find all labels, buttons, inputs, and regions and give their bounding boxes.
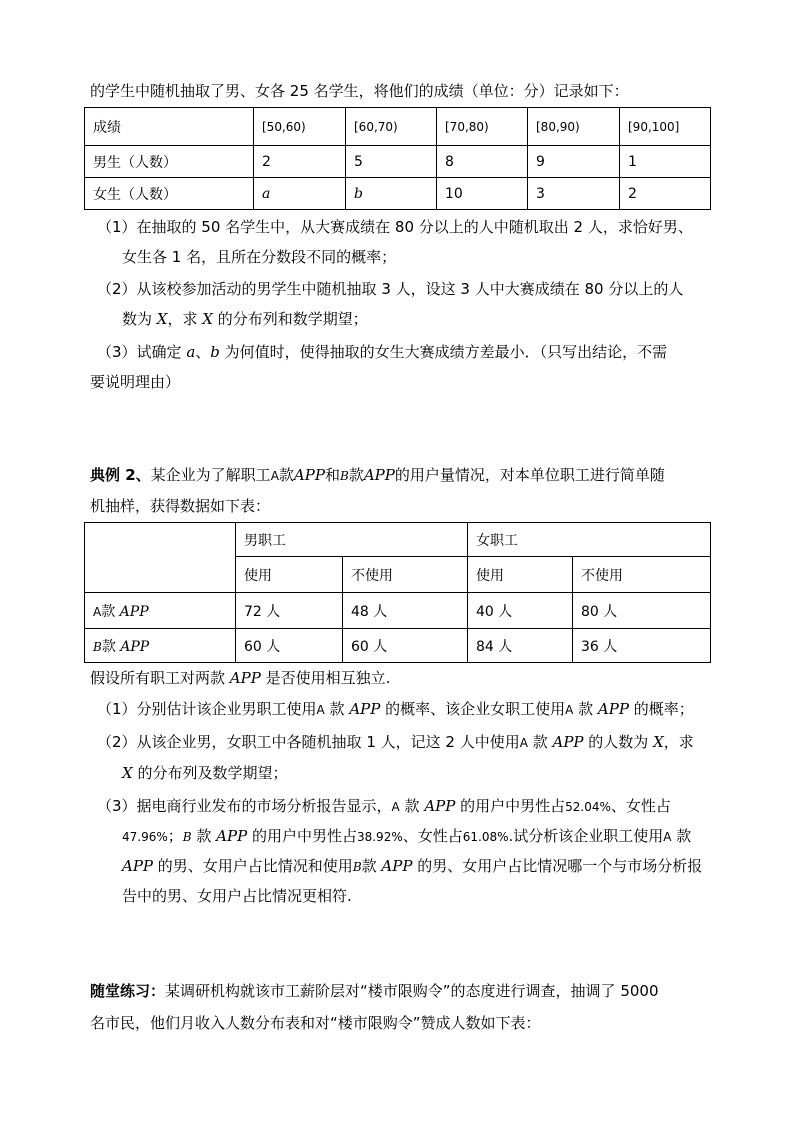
score-table-header-cell: [70,80): [437, 108, 528, 146]
app-table-subheader: 使用: [468, 557, 573, 593]
app-table-group-male: 男职工: [236, 523, 468, 557]
score-table-header-cell: [80,90): [528, 108, 620, 146]
question-3-line-1: （3）试确定 a、b 为何值时，使得抽取的女生大赛成绩方差最小．（只写出结论，不需: [97, 343, 668, 361]
app-table-cell: 84 人: [468, 629, 573, 663]
assumption-line: 假设所有职工对两款 APP 是否使用相互独立.: [90, 669, 391, 687]
score-table-cell: 10: [437, 178, 528, 210]
score-table-cell: 5: [346, 146, 437, 178]
app-table-row-a: [85, 593, 711, 629]
score-table-cell: 女生（人数）: [85, 178, 254, 210]
app-table-row-label: A款 APP: [85, 593, 236, 629]
score-table-header-cell: [50,60): [254, 108, 346, 146]
app-table-subheader: 不使用: [343, 557, 468, 593]
intro-line: 的学生中随机抽取了男、女各 25 名学生，将他们的成绩（单位：分）记录如下：: [90, 82, 629, 100]
score-table-row: [85, 178, 711, 210]
score-table-header-row: [85, 108, 711, 146]
app-table-subheader: 不使用: [573, 557, 711, 593]
app-table-group-female: 女职工: [468, 523, 711, 557]
score-table-cell: b: [346, 178, 437, 210]
example-question-3-line-4: 告中的男、女用户占比情况更相符.: [122, 887, 352, 905]
score-table-header-cell: [90,100]: [620, 108, 711, 146]
app-table-cell: 36 人: [573, 629, 711, 663]
score-table-header-cell: 成绩: [85, 108, 254, 146]
score-table: [84, 107, 711, 210]
example-question-3-line-3: APP 的男、女用户占比情况和使用B款 APP 的男、女用户占比情况哪一个与市场分析报: [122, 857, 703, 875]
app-table-cell: 48 人: [343, 593, 468, 629]
question-2-line-2: 数为 X，求 X 的分布列和数学期望；: [122, 310, 368, 328]
score-table-cell: 3: [528, 178, 620, 210]
score-table-header-cell: [60,70): [346, 108, 437, 146]
practice-line-1: 随堂练习：某调研机构就该市工薪阶层对“楼市限购令”的态度进行调查，抽调了 5000: [90, 982, 659, 1000]
example-question-3-line-2: 47.96%；B 款 APP 的用户中男性占38.92%、女性占61.08%.试分析该企业职工使用A 款: [122, 827, 692, 845]
score-table-cell: 2: [620, 178, 711, 210]
example-question-3-line-1: （3）据电商行业发布的市场分析报告显示，A 款 APP 的用户中男性占52.04%、女性占: [97, 797, 671, 815]
app-table-corner: [85, 523, 236, 593]
app-table-row-label: B款 APP: [85, 629, 236, 663]
app-table-cell: 72 人: [236, 593, 343, 629]
question-1-line-1: （1）在抽取的 50 名学生中，从大赛成绩在 80 分以上的人中随机取出 2 人，求恰好男、: [97, 218, 693, 236]
app-table-cell: 80 人: [573, 593, 711, 629]
score-table-row: [85, 146, 711, 178]
example-question-1: （1）分别估计该企业男职工使用A 款 APP 的概率、该企业女职工使用A 款 APP 的概率；: [97, 700, 694, 718]
app-table-cell: 60 人: [236, 629, 343, 663]
app-table-row-b: [85, 629, 711, 663]
example-question-2-line-2: X 的分布列及数学期望；: [122, 764, 288, 782]
app-table-group-row: [85, 523, 711, 557]
question-2-line-1: （2）从该校参加活动的男学生中随机抽取 3 人，设这 3 人中大赛成绩在 80 分以上的人: [97, 280, 684, 298]
app-usage-table: [84, 522, 711, 663]
score-table-cell: 2: [254, 146, 346, 178]
score-table-cell: 9: [528, 146, 620, 178]
example-2-line-1: 典例 2、某企业为了解职工A款APP和B款APP的用户量情况，对本单位职工进行简单随: [90, 466, 665, 484]
example-2-line-2: 机抽样，获得数据如下表：: [90, 497, 271, 515]
example-question-2-line-1: （2）从该企业男，女职工中各随机抽取 1 人，记这 2 人中使用A 款 APP 的人数为 X，求: [97, 733, 694, 751]
question-1-line-2: 女生各 1 名，且所在分数段不同的概率；: [122, 248, 397, 266]
app-table-cell: 60 人: [343, 629, 468, 663]
score-table-cell: 1: [620, 146, 711, 178]
practice-line-2: 名市民，他们月收入人数分布表和对“楼市限购令”赞成人数如下表：: [90, 1014, 541, 1032]
app-table-subheader: 使用: [236, 557, 343, 593]
question-3-line-2: 要说明理由）: [90, 373, 181, 391]
score-table-cell: 8: [437, 146, 528, 178]
app-table-cell: 40 人: [468, 593, 573, 629]
score-table-cell: 男生（人数）: [85, 146, 254, 178]
score-table-cell: a: [254, 178, 346, 210]
